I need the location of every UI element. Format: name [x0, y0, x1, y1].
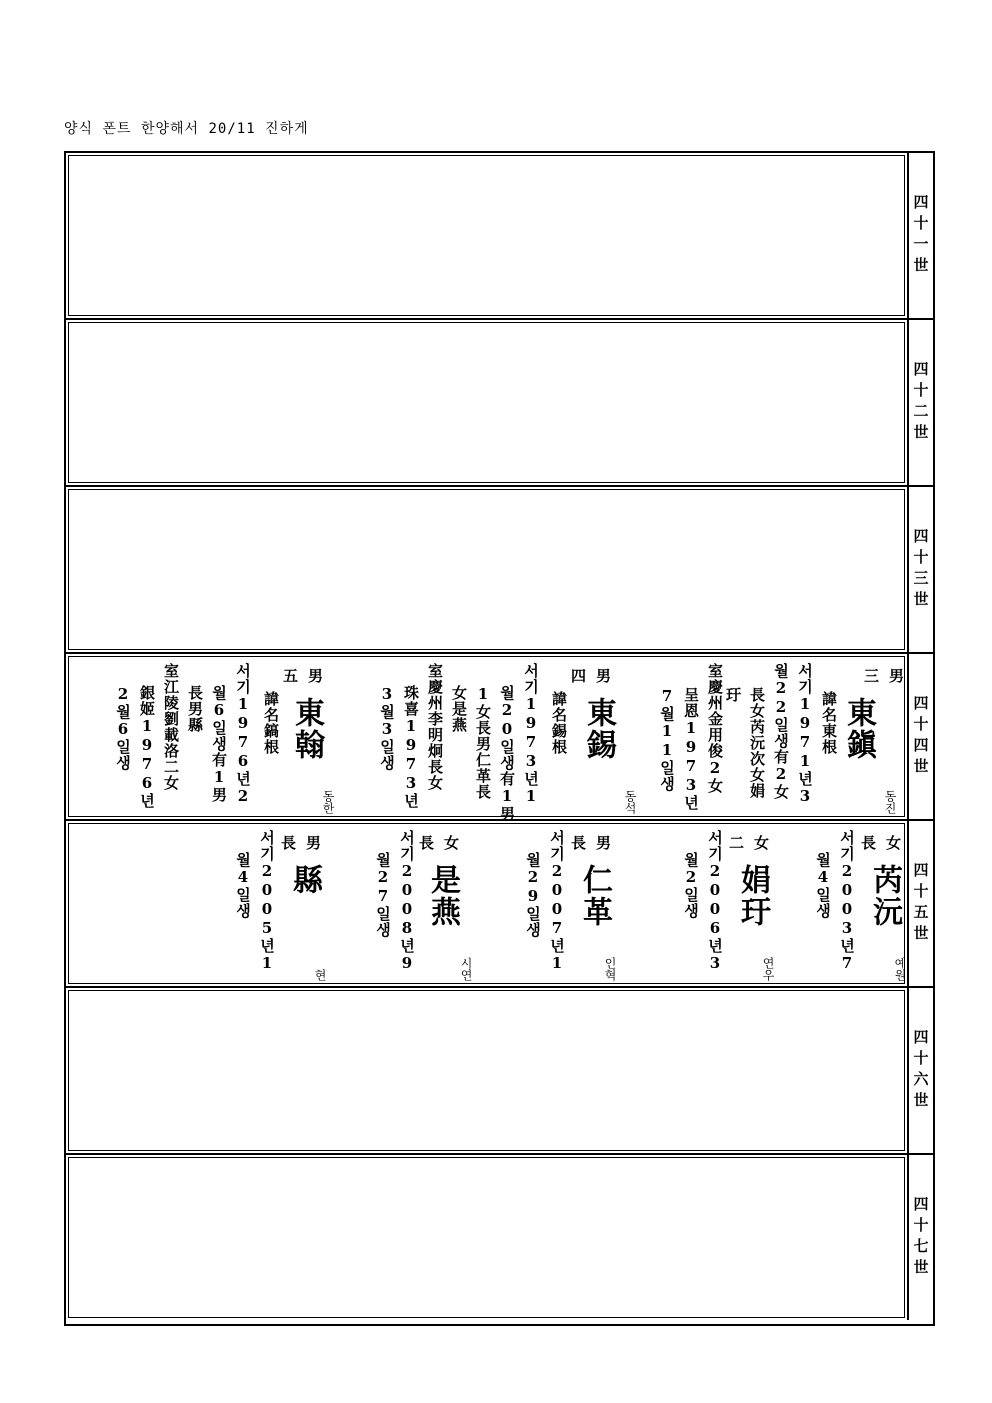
entry-text-column: 월29일생 — [524, 852, 542, 938]
entry-text-column: 諱名錫根 — [550, 691, 568, 755]
entry-text-column: 室慶州李明炯長女 — [426, 663, 444, 791]
entry-text-column: 3월3일생 — [378, 685, 396, 771]
generation-row-47 — [66, 1155, 933, 1322]
entry-text-column: 諱名東根 — [820, 691, 838, 755]
entry-text-column: 女是燕 — [450, 685, 468, 733]
generation-row-44 — [66, 654, 933, 821]
entry-text-column: 월27일생 — [374, 852, 392, 938]
person-name-korean: 현 — [313, 969, 327, 981]
person-name-korean: 인혁 — [603, 957, 617, 981]
person-name-hanja: 縣 — [287, 864, 322, 896]
generation-label: 四十一世 — [907, 153, 933, 318]
entry-text-column: 서기2008년9 — [398, 830, 416, 973]
entry-text-column: 서기1973년1 — [522, 663, 540, 806]
person-entry-yeonu — [629, 824, 779, 985]
row-content — [68, 990, 905, 1151]
entry-text-column: 7월11일생 — [658, 687, 676, 792]
person-entry-hyeon — [169, 824, 332, 985]
generation-label: 四十六世 — [907, 988, 933, 1153]
relation-label: 長男 — [571, 834, 622, 852]
generation-row-41 — [66, 153, 933, 320]
person-name-korean: 동진 — [883, 790, 897, 814]
entry-text-column: 월2일생 — [682, 852, 700, 919]
entry-text-column: 室慶州金用俊2女 — [706, 663, 724, 794]
generation-label: 四十四世 — [907, 654, 933, 819]
person-entry-siyeon — [319, 824, 479, 985]
entry-text-column: 2월6일생 — [114, 685, 132, 771]
generation-row-43 — [66, 487, 933, 654]
entry-text-column: 월20일생有1男 — [498, 685, 516, 822]
generation-label: 四十二世 — [907, 320, 933, 485]
relation-label: 四男 — [571, 667, 622, 685]
person-name-korean: 예원 — [893, 957, 907, 981]
person-entry-donghan — [95, 657, 335, 818]
generation-row-46 — [66, 988, 933, 1155]
spouse-entry-dongjin — [639, 657, 724, 818]
relation-label: 三男 — [864, 667, 915, 685]
entry-text-column: 서기1976년2 — [234, 663, 252, 806]
generation-label: 四十三世 — [907, 487, 933, 652]
row-content — [68, 823, 912, 984]
relation-label: 長女 — [861, 834, 912, 852]
person-name-korean: 동석 — [623, 790, 637, 814]
entry-text-column: 서기2006년3 — [706, 830, 724, 973]
person-name-korean: 동한 — [321, 790, 335, 814]
relation-label: 長男 — [281, 834, 332, 852]
entry-text-column: 珠喜1973년 — [402, 685, 420, 809]
person-entry-yewon — [789, 824, 912, 985]
row-content — [68, 489, 905, 650]
relation-label: 五男 — [283, 667, 334, 685]
person-name-hanja: 娟玗 — [735, 864, 770, 928]
entry-text-column: 1女長男仁革長 — [474, 685, 492, 800]
person-entry-dongseok — [359, 657, 637, 822]
entry-text-column: 長男縣 — [186, 685, 204, 733]
entry-text-column: 서기2003년7 — [838, 830, 856, 973]
relation-label: 長女 — [419, 834, 470, 852]
person-name-hanja: 是燕 — [425, 864, 460, 928]
person-name-hanja: 東鎭 — [841, 697, 876, 761]
person-name-hanja: 東翰 — [289, 697, 324, 761]
row-content — [68, 322, 905, 483]
person-name-korean: 시연 — [459, 957, 473, 981]
generation-row-42 — [66, 320, 933, 487]
entry-text-column: 월22일생有2女 — [772, 663, 790, 800]
entry-text-column: 銀姬1976년 — [138, 685, 156, 809]
entry-text-column: 서기1971년3 — [796, 663, 814, 806]
person-name-korean: 연우 — [761, 957, 775, 981]
entry-text-column: 월4일생 — [814, 852, 832, 919]
entry-text-column: 월4일생 — [234, 852, 252, 919]
entry-text-column: 월6일생有1男 — [210, 685, 228, 803]
entry-text-column: 玗 — [724, 687, 742, 703]
row-content — [68, 656, 915, 822]
page-header-note: 양식 폰트 한양해서 20/11 진하게 — [64, 121, 309, 137]
person-name-hanja: 東錫 — [581, 697, 616, 761]
generation-label: 四十五世 — [907, 821, 933, 986]
entry-text-column: 室江陵劉載洛二女 — [162, 663, 180, 791]
generation-row-45 — [66, 821, 933, 988]
person-entry-inhyeok — [459, 824, 622, 985]
row-content — [68, 155, 905, 316]
generation-label: 四十七世 — [907, 1155, 933, 1320]
entry-text-column: 諱名鎬根 — [262, 691, 280, 755]
entry-text-column: 呈恩1973년 — [682, 687, 700, 811]
person-name-hanja: 仁革 — [577, 864, 612, 928]
entry-text-column: 서기2007년1 — [548, 830, 566, 973]
row-content — [68, 1157, 905, 1318]
relation-label: 二女 — [729, 834, 780, 852]
person-name-hanja: 芮沅 — [867, 864, 902, 928]
entry-text-column: 서기2005년1 — [258, 830, 276, 973]
entry-text-column: 長女芮沅次女娟 — [748, 687, 766, 799]
genealogy-table — [64, 151, 935, 1326]
